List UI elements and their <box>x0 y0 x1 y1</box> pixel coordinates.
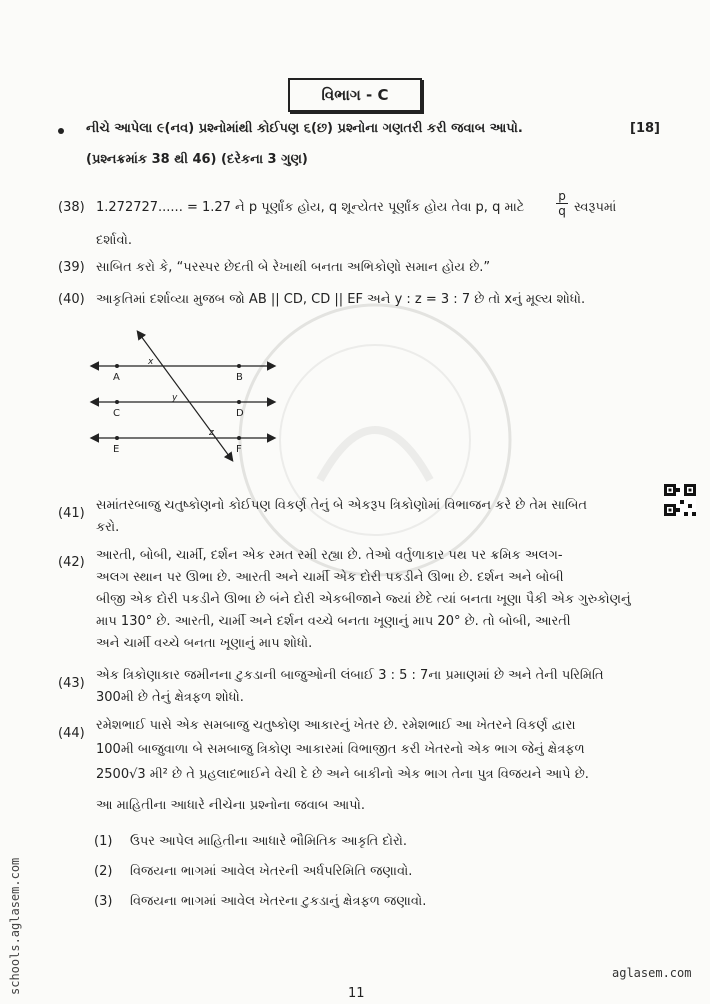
parallel-lines-figure <box>86 326 286 466</box>
instruction-marks: [18] <box>630 121 660 136</box>
subquestion-text: વિજયના ભાગમાં આવેલ ખેતરના ટુકડાનું ક્ષેત્રફળ જણાવો. <box>130 894 427 909</box>
question-text: સ્વરૂપમાં <box>574 200 617 215</box>
qr-code-icon <box>664 484 696 516</box>
fraction-p-over-q <box>556 190 568 217</box>
question-text: સાબિત કરો કે, “પરસ્પર છેદતી બે રેખાથી બનતા અભિકોણો સમાન હોય છે.” <box>96 260 491 275</box>
fraction-denominator: q <box>558 204 566 218</box>
question-number: (38) <box>58 200 85 215</box>
label-e: E <box>113 444 120 455</box>
instruction-line2: (પ્રશ્નક્રમાંક 38 થી 46) (દરેકના 3 ગુણ) <box>86 152 308 167</box>
question-text: 1.272727...... = 1.27 ને p પૂર્ણાંક હોય, q શૂન્યેતર પૂર્ણાંક હોય તેવા p, q માટે <box>96 200 525 215</box>
subquestion-number: (2) <box>94 864 113 879</box>
question-text: અલગ સ્થાન પર ઊભા છે. આરતી અને ચાર્મી એક દોરી પકડીને ઊભા છે. દર્શન અને બોબી <box>96 570 564 585</box>
question-number: (40) <box>58 292 85 307</box>
footer-url: aglasem.com <box>612 966 692 980</box>
question-text: એક ત્રિકોણાકાર જમીનના ટુકડાની બાજુઓની લંબાઈ 3 : 5 : 7ના પ્રમાણમાં છે અને તેની પરિમિતિ <box>96 668 604 683</box>
question-number: (43) <box>58 676 85 691</box>
question-text: આરતી, બોબી, ચાર્મી, દર્શન એક રમત રમી રહ્યા છે. તેઓ વર્તુળાકાર પથ પર ક્રમિક અલગ- <box>96 548 563 563</box>
question-number: (39) <box>58 260 85 275</box>
subquestion-number: (1) <box>94 834 113 849</box>
bullet-icon <box>58 128 64 134</box>
question-text: દર્શાવો. <box>96 233 132 248</box>
subquestion-text: વિજયના ભાગમાં આવેલ ખેતરની અર્ધપરિમિતિ જણાવો. <box>130 864 413 879</box>
label-y: y <box>172 393 178 403</box>
label-z: z <box>209 428 214 438</box>
label-a: A <box>113 372 120 383</box>
question-text: 300મી છે તેનું ક્ષેત્રફળ શોધો. <box>96 690 244 705</box>
question-text: બીજી એક દોરી પકડીને ઊભા છે બંને દોરી એકબીજાને જ્યાં છેદે ત્યાં બનતા ખૂણા પૈકી એક ગુરુકોણનું <box>96 592 631 607</box>
question-number: (41) <box>58 506 85 521</box>
label-f: F <box>236 444 242 455</box>
question-text: માપ 130° છે. આરતી, ચાર્મી અને દર્શન વચ્ચે બનતા ખૂણાનું માપ 20° છે. તો બોબી, આરતી <box>96 614 571 629</box>
question-number: (42) <box>58 555 85 570</box>
label-d: D <box>236 408 244 419</box>
label-c: C <box>113 408 120 419</box>
question-text: અને ચાર્મી વચ્ચે બનતા ખૂણાનું માપ શોધો. <box>96 636 313 651</box>
question-text: આકૃતિમાં દર્શાવ્યા મુજબ જો AB || CD, CD || EF અને y : z = 3 : 7 છે તો xનું મૂલ્ય શોધો. <box>96 292 586 307</box>
question-text: આ માહિતીના આધારે નીચેના પ્રશ્નોના જવાબ આપો. <box>96 798 365 813</box>
question-text: 2500√3 મી² છે તે પ્રહલાદભાઈને વેચી દે છે અને બાકીનો એક ભાગ તેના પુત્ર વિજયને આપે છે. <box>96 767 589 782</box>
question-text: સમાંતરબાજુ ચતુષ્કોણનો કોઈપણ વિકર્ણ તેનું બે એકરૂપ ત્રિકોણોમાં વિભાજન કરે છે તેમ સાબિત <box>96 498 588 513</box>
subquestion-number: (3) <box>94 894 113 909</box>
question-text: 100મી બાજુવાળા બે સમબાજુ ત્રિકોણ આકારમાં વિભાજીત કરી ખેતરનો એક ભાગ જેનું ક્ષેત્રફળ <box>96 742 585 757</box>
side-watermark-url: schools.aglasem.com <box>8 857 22 995</box>
instruction-line1: નીચે આપેલા ૯(નવ) પ્રશ્નોમાંથી કોઈપણ ૬(છ) પ્રશ્નોના ગણતરી કરી જવાબ આપો. <box>86 121 523 136</box>
fraction-numerator: p <box>558 189 566 203</box>
subquestion-text: ઉપર આપેલ માહિતીના આધારે ભૌમિતિક આકૃતિ દોરો. <box>130 834 408 849</box>
transversal <box>138 332 232 460</box>
question-text: કરો. <box>96 520 120 535</box>
question-text: રમેશભાઈ પાસે એક સમબાજુ ચતુષ્કોણ આકારનું ખેતર છે. રમેશભાઈ આ ખેતરને વિકર્ણ દ્વારા <box>96 718 576 733</box>
page-number: 11 <box>348 986 365 1001</box>
label-b: B <box>236 372 243 383</box>
section-title: વિભાગ - C <box>288 78 422 112</box>
label-x: x <box>148 357 154 367</box>
question-number: (44) <box>58 726 85 741</box>
